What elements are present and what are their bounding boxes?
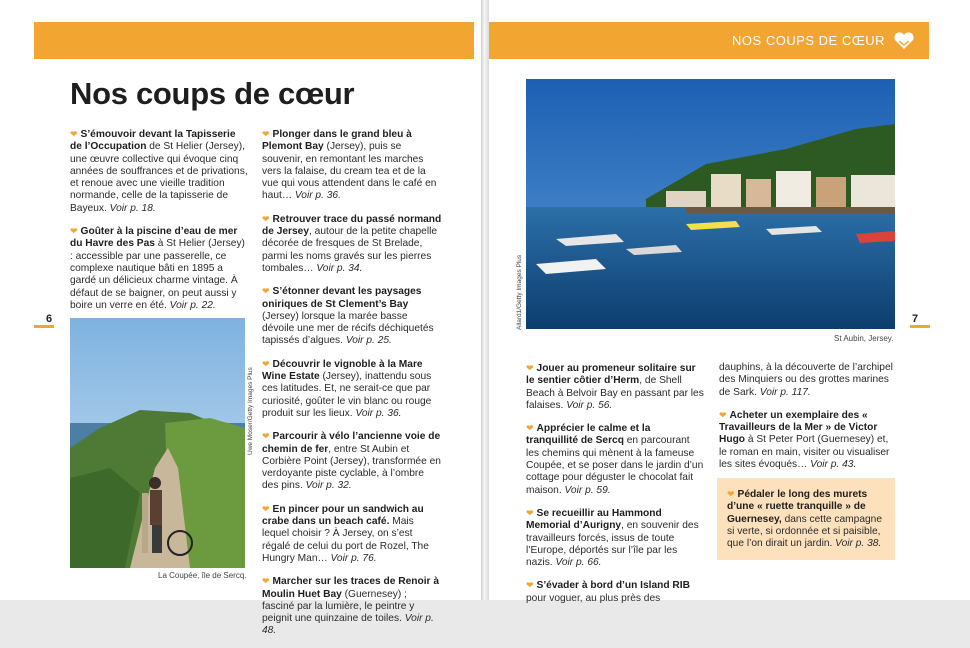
item-heading: Jouer au promeneur solitaire sur le sentier côtier d’Herm — [526, 363, 696, 387]
item-text: (Jersey), puis se souvenir, en remontant les marches vers la falaise, du cream tea et de la vue qui vous attendent dans le café en haut… — [262, 141, 437, 202]
header-band — [34, 22, 474, 59]
left-page — [0, 0, 481, 637]
heart-icon: ❤ — [262, 358, 270, 369]
heart-icon: ❤ — [70, 226, 78, 237]
item-text: de St Helier (Jersey), une œuvre collective qui évoque cinq années de souffrances et de privations, et renoue avec une vieille tradition normande, celle de la tapisserie de Bayeux. — [70, 141, 248, 214]
heart-icon: ❤ — [262, 431, 270, 442]
right-column-2 — [719, 362, 897, 481]
item-heading: S’évader à bord d’un Island RIB — [536, 580, 690, 592]
item-text: , entre St Aubin et Corbière Point (Jersey), transformée en verdoyante piste cyclable, à l’ombre des pins. — [262, 443, 441, 492]
item-text: dans cette campagne si verte, si ordonnée et si paisible, que l’on dirait un jardin. — [727, 513, 882, 550]
heart-icon: ❤ — [262, 129, 270, 139]
page-reference: Voir p. 117. — [759, 386, 811, 398]
heart-icon: ❤ — [719, 409, 727, 420]
list-item — [262, 128, 442, 203]
page-reference: Voir p. 48. — [262, 613, 434, 637]
heart-hands-icon — [893, 32, 915, 50]
item-text: , de Shell Beach à Belvoir Bay en passant par les falaises. — [526, 375, 704, 411]
heart-icon: ❤ — [727, 489, 735, 499]
heart-icon: ❤ — [262, 213, 270, 224]
list-item — [262, 285, 442, 347]
heart-icon: ❤ — [262, 286, 270, 297]
page-reference: Voir p. 43. — [810, 459, 857, 471]
photo-credit: Uwe Moser/Getty Images Plus — [247, 367, 254, 455]
list-item — [70, 225, 248, 312]
right-page — [489, 0, 970, 604]
list-item — [526, 362, 704, 412]
item-text: en parcourant les chemins qui mènent à la fameuse Coupée, et se poser dans le jardin d’un cottage pour déguster le chocolat fait maison. — [526, 435, 704, 496]
item-heading: Marcher sur les traces de Renoir à Moulin Huet Bay — [262, 576, 440, 600]
page-title: Nos coups de cœur — [70, 76, 355, 111]
heart-icon: ❤ — [526, 363, 534, 373]
item-text: pour voguer, au plus près des — [526, 592, 661, 604]
item-heading: Se recueillir au Hammond Memorial d’Aurigny — [526, 507, 662, 532]
section-title: NOS COUPS DE CŒUR — [732, 33, 885, 48]
list-item — [262, 358, 442, 420]
list-item — [727, 488, 887, 550]
photo-caption: St Aubin, Jersey. — [834, 334, 894, 343]
list-item — [526, 507, 704, 569]
item-text: dauphins, à la découverte de l’archipel des Minquiers ou des grottes marines de Sark. — [719, 362, 893, 398]
list-item — [719, 409, 897, 471]
item-text: à St Helier (Jersey) : accessible par une passerelle, ce complexe nautique bâti en 1895 a gardé un délicieux charme vintage. À défaut de se baigner, on peut aussi y boire un verre en été. — [70, 238, 245, 311]
heart-icon: ❤ — [262, 576, 270, 587]
item-heading: Découvrir le vignoble à la Mare Wine Estate — [262, 358, 423, 383]
la-coupee-photo — [70, 318, 245, 568]
heart-icon: ❤ — [262, 503, 270, 514]
list-item — [526, 579, 704, 605]
page-reference: Voir p. 66. — [555, 557, 602, 569]
folio-bar — [910, 325, 930, 328]
item-text: , en souvenir des travailleurs forcés, issus de toute l’Europe, déportés sur l’île par les nazis. — [526, 520, 699, 569]
folio-bar — [34, 325, 54, 328]
list-item — [262, 503, 442, 565]
item-heading: S’étonner devant les paysages oniriques de St Clement’s Bay — [262, 286, 422, 310]
page-number: 7 — [912, 313, 919, 325]
item-heading: Goûter à la piscine d’eau de mer du Havre des Pas — [70, 226, 238, 250]
page-reference: Voir p. 36. — [294, 190, 341, 202]
item-text: (Jersey), inattendu sous ces latitudes. Et, ne serait-ce que par curiosité, goûter le vin blanc ou rouge produit sur les lieux. — [262, 371, 432, 419]
st-aubin-photo — [526, 79, 895, 329]
header-band — [489, 22, 929, 59]
list-item — [719, 362, 897, 399]
page-reference: Voir p. 36. — [355, 407, 402, 419]
photo-credit: Allard1/Getty Images Plus — [516, 254, 523, 330]
item-heading: S’émouvoir devant la Tapisserie de l’Occupation — [70, 129, 236, 153]
item-heading: Acheter un exemplaire des « Travailleurs de la Mer » de Victor Hugo — [719, 409, 878, 446]
item-heading: Parcourir à vélo l’ancienne voie de chemin de fer — [262, 431, 441, 455]
photo-caption: La Coupée, île de Sercq. — [158, 571, 247, 580]
page-number: 6 — [46, 313, 53, 325]
item-heading: Plonger dans le grand bleu à Plemont Bay — [262, 129, 412, 153]
list-item — [262, 213, 442, 275]
page-reference: Voir p. 59. — [564, 484, 611, 496]
item-text: (Jersey) lorsque la marée basse dévoile une mer de récifs déchiquetés tapissés d’algues. — [262, 310, 434, 347]
page-reference: Voir p. 22. — [169, 299, 216, 311]
heart-icon: ❤ — [526, 423, 534, 434]
page-reference: Voir p. 38. — [835, 538, 882, 550]
left-column-2 — [262, 128, 442, 648]
list-item — [262, 575, 442, 637]
right-column-1 — [526, 362, 704, 615]
page-reference: Voir p. 34. — [316, 262, 363, 274]
book-gutter — [481, 0, 489, 600]
heart-icon: ❤ — [526, 580, 534, 591]
page-reference: Voir p. 25. — [345, 335, 392, 347]
list-item — [526, 422, 704, 497]
page-reference: Voir p. 56. — [566, 399, 613, 411]
heart-icon: ❤ — [526, 507, 534, 518]
highlight-callout — [717, 478, 895, 560]
list-item — [70, 128, 248, 215]
item-text: Mais lequel choisir ? À Jersey, on s’est régalé de celui du port de Rozel, The Hungry Man… — [262, 516, 429, 564]
item-text: à St Peter Port (Guernesey) et, le roman en main, visiter ou visualiser les sites évoqués… — [719, 434, 890, 471]
page-reference: Voir p. 32. — [305, 480, 352, 492]
item-text: , autour de la petite chapelle décorée de fresques de St Brelade, parmi les noms gravés sur les pierres tombales… — [262, 226, 438, 274]
item-heading: Retrouver trace du passé normand de Jersey — [262, 213, 442, 238]
page-reference: Voir p. 18. — [109, 202, 156, 214]
item-text: (Guernesey) ; fasciné par la lumière, le peintre y peignit une quinzaine de toiles. — [262, 588, 415, 625]
item-heading: En pincer pour un sandwich au crabe dans un beach café. — [262, 503, 424, 528]
heart-icon: ❤ — [70, 129, 78, 139]
left-column-1 — [70, 128, 248, 322]
item-heading: Pédaler le long des murets d’une « ruette tranquille » de Guernesey, — [727, 489, 868, 525]
list-item — [262, 430, 442, 492]
page-reference: Voir p. 76. — [330, 552, 377, 564]
item-heading: Apprécier le calme et la tranquillité de Sercq — [526, 423, 651, 447]
coupee-illustration — [70, 318, 245, 568]
st-aubin-illustration — [526, 79, 895, 329]
